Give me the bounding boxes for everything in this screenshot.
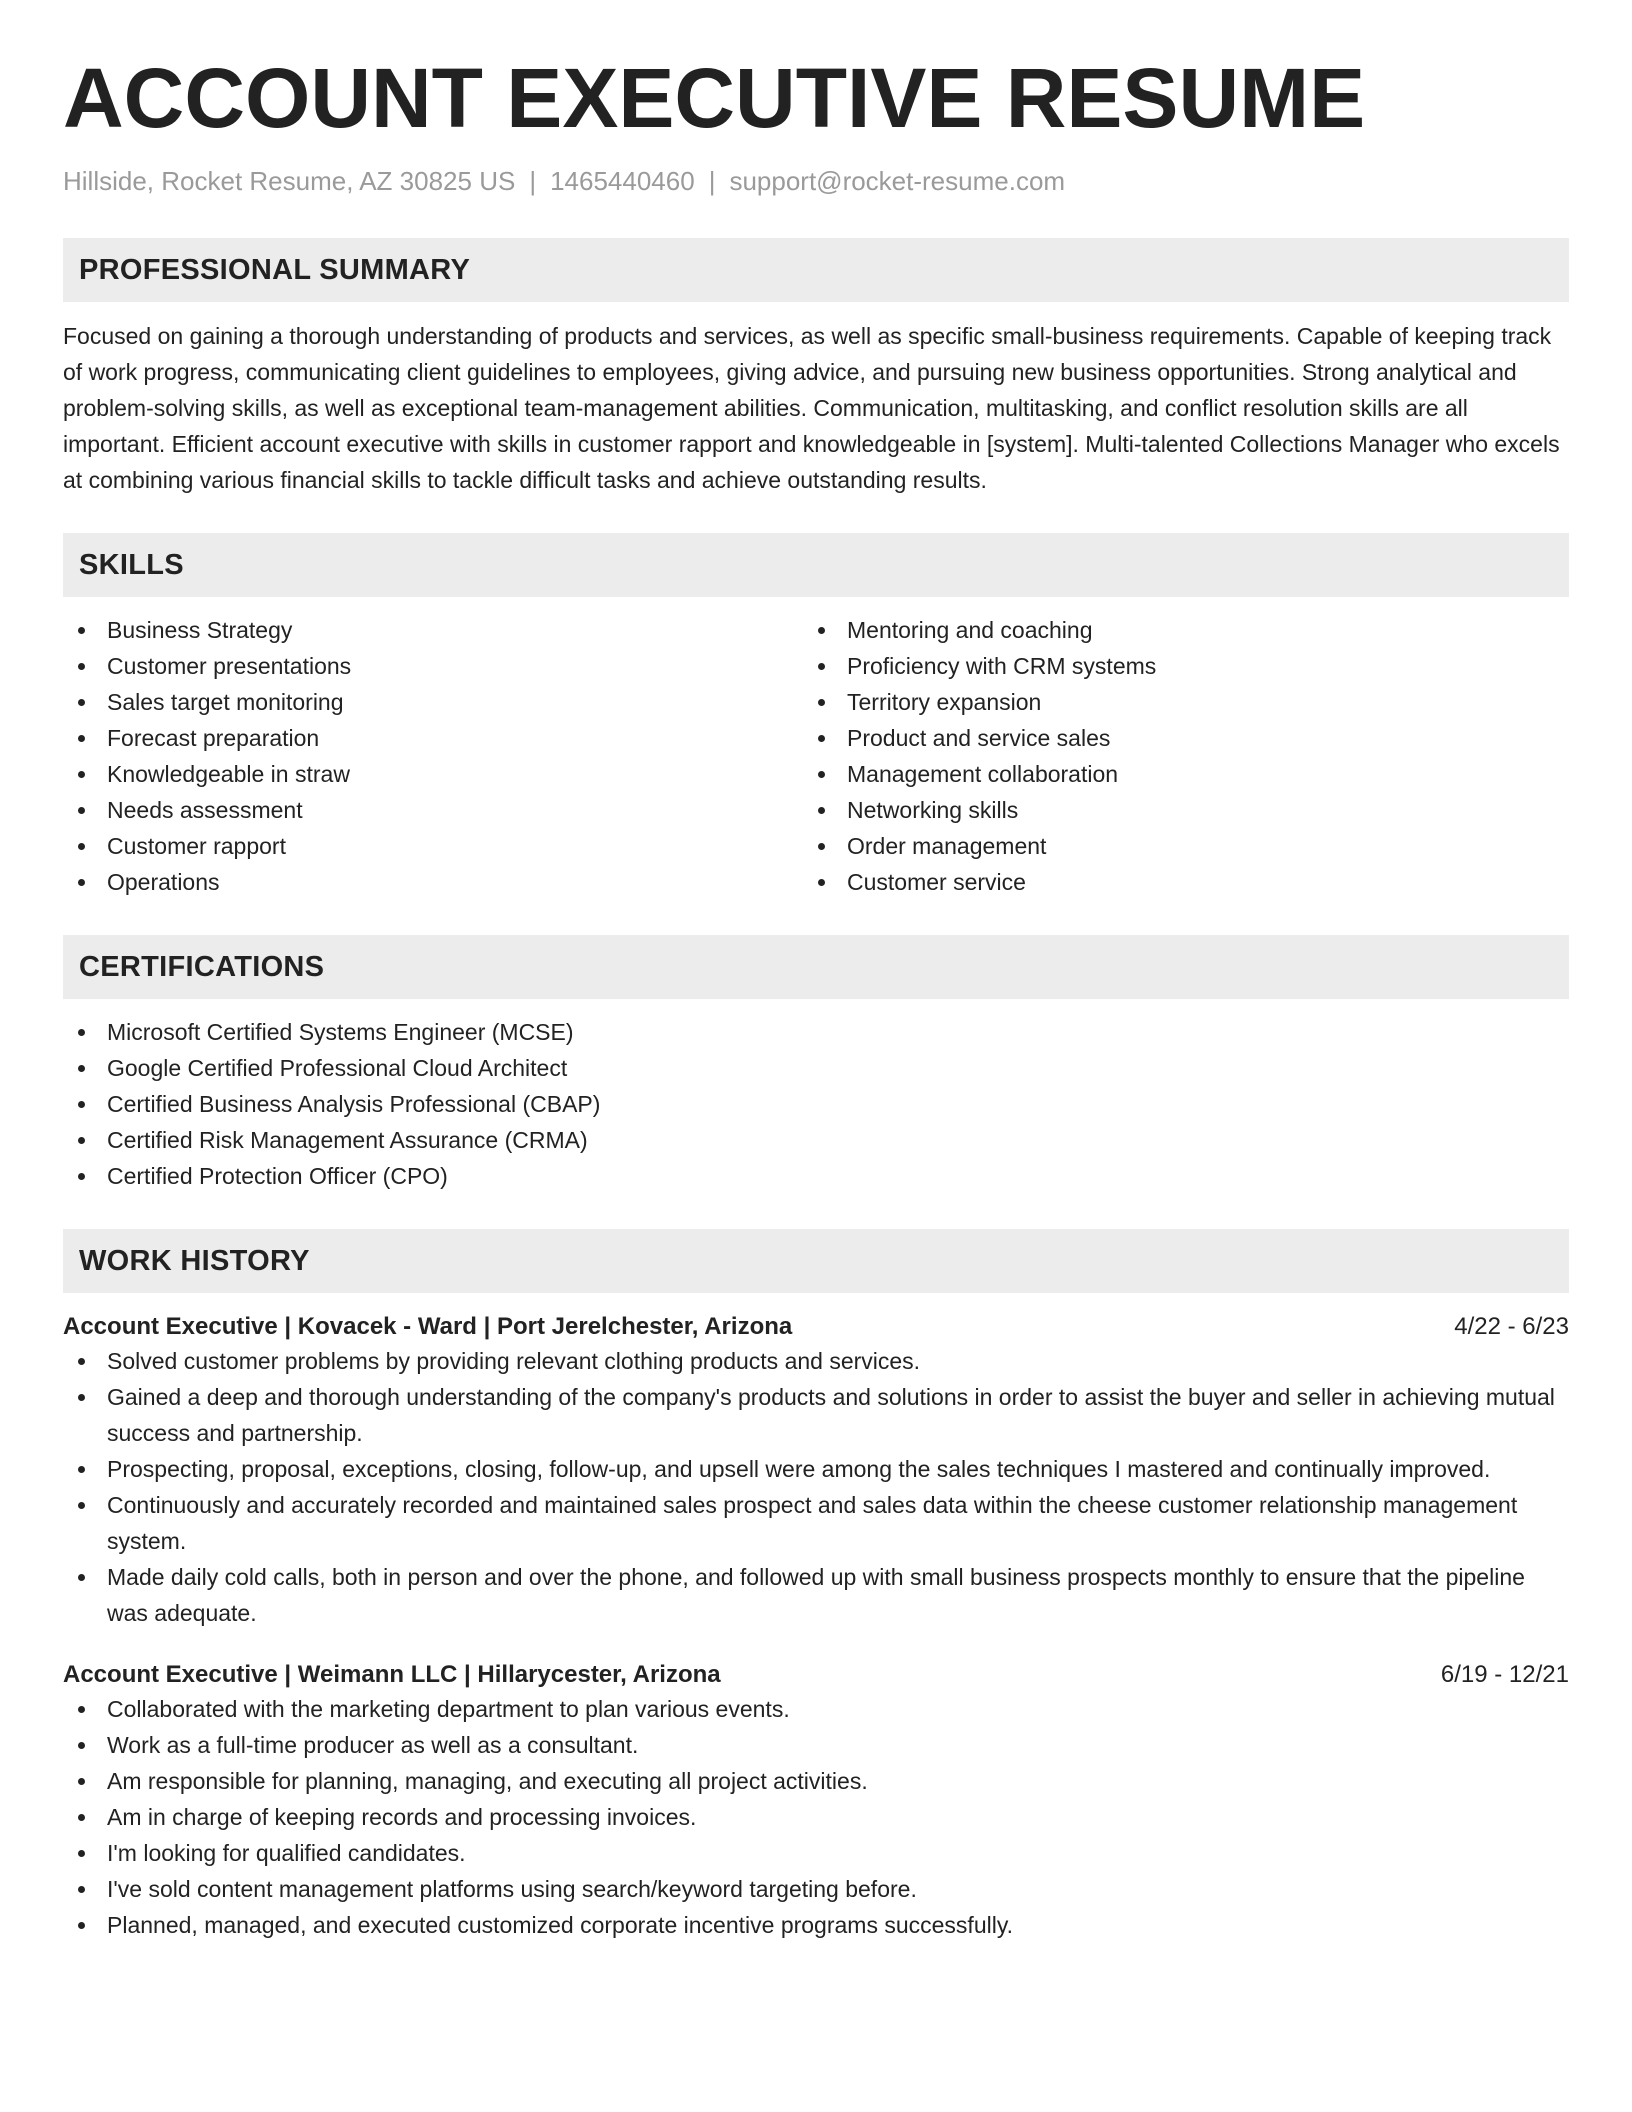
list-item: Customer presentations [63, 648, 803, 684]
job-title: Account Executive | Weimann LLC | Hillarycester, Arizona [63, 1661, 721, 1689]
list-item: Prospecting, proposal, exceptions, closing, follow-up, and upsell were among the sales techniques I mastered and continually improved. [63, 1451, 1569, 1487]
list-item: Management collaboration [803, 756, 1543, 792]
contact-separator: | [708, 166, 716, 196]
section-header-skills: SKILLS [63, 533, 1569, 597]
contact-line [63, 166, 1569, 197]
list-item: Microsoft Certified Systems Engineer (MCSE) [63, 1014, 1569, 1050]
list-item: Am responsible for planning, managing, and executing all project activities. [63, 1763, 1569, 1799]
list-item: Customer service [803, 864, 1543, 900]
contact-address: Hillside, Rocket Resume, AZ 30825 US [63, 166, 516, 196]
job-title: Account Executive | Kovacek - Ward | Port Jerelchester, Arizona [63, 1313, 793, 1341]
job-dates: 4/22 - 6/23 [1454, 1313, 1569, 1341]
certifications-list [63, 1014, 1569, 1194]
list-item: Customer rapport [63, 828, 803, 864]
job-bullets [63, 1691, 1569, 1943]
job-bullets [63, 1343, 1569, 1631]
list-item: Made daily cold calls, both in person and over the phone, and followed up with small business prospects monthly to ensure that the pipeline was adequate. [63, 1559, 1569, 1631]
contact-separator: | [529, 166, 537, 196]
section-header-work-history: WORK HISTORY [63, 1229, 1569, 1293]
list-item: Continuously and accurately recorded and maintained sales prospect and sales data within the cheese customer relationship management system. [63, 1487, 1569, 1559]
list-item: Needs assessment [63, 792, 803, 828]
job-title-row [63, 1659, 1569, 1691]
skills-list [63, 612, 1569, 900]
list-item: Certified Business Analysis Professional (CBAP) [63, 1086, 1569, 1122]
section-header-certifications: CERTIFICATIONS [63, 935, 1569, 999]
list-item: Gained a deep and thorough understanding of the company's products and solutions in order to assist the buyer and seller in achieving mutual success and partnership. [63, 1379, 1569, 1451]
job-dates: 6/19 - 12/21 [1440, 1661, 1569, 1689]
contact-email: support@rocket-resume.com [729, 166, 1066, 196]
list-item: Knowledgeable in straw [63, 756, 803, 792]
job-title-row [63, 1311, 1569, 1343]
skills-column-right [803, 612, 1543, 900]
list-item: Order management [803, 828, 1543, 864]
list-item: Sales target monitoring [63, 684, 803, 720]
skills-column-left [63, 612, 803, 900]
list-item: Proficiency with CRM systems [803, 648, 1543, 684]
list-item: Solved customer problems by providing relevant clothing products and services. [63, 1343, 1569, 1379]
list-item: Google Certified Professional Cloud Architect [63, 1050, 1569, 1086]
list-item: Mentoring and coaching [803, 612, 1543, 648]
resume-title: ACCOUNT EXECUTIVE RESUME [63, 51, 1366, 145]
list-item: Forecast preparation [63, 720, 803, 756]
section-header-summary: PROFESSIONAL SUMMARY [63, 238, 1569, 302]
list-item: Networking skills [803, 792, 1543, 828]
job-entry [63, 1659, 1569, 1943]
list-item: Am in charge of keeping records and processing invoices. [63, 1799, 1569, 1835]
contact-phone: 1465440460 [550, 166, 695, 196]
list-item: Certified Risk Management Assurance (CRMA) [63, 1122, 1569, 1158]
list-item: Product and service sales [803, 720, 1543, 756]
list-item: Certified Protection Officer (CPO) [63, 1158, 1569, 1194]
list-item: Collaborated with the marketing department to plan various events. [63, 1691, 1569, 1727]
list-item: Business Strategy [63, 612, 803, 648]
list-item: Planned, managed, and executed customized corporate incentive programs successfully. [63, 1907, 1569, 1943]
job-entry [63, 1311, 1569, 1631]
list-item: Territory expansion [803, 684, 1543, 720]
summary-text: Focused on gaining a thorough understanding of products and services, as well as specific small-business requirements. Capable of keeping track of work progress, communicating client guidelines to employees, giving advice, and pursuing new business opportunities. Strong analytical and problem-solving skills, as well as exceptional team-management abilities. Communication, multitasking, and conflict resolution skills are all important. Efficient account executive with skills in customer rapport and knowledgeable in [system]. Multi-talented Collections Manager who excels at combining various financial skills to tackle difficult tasks and achieve outstanding results. [63, 323, 1560, 494]
list-item: Work as a full-time producer as well as a consultant. [63, 1727, 1569, 1763]
list-item: I've sold content management platforms using search/keyword targeting before. [63, 1871, 1569, 1907]
list-item: I'm looking for qualified candidates. [63, 1835, 1569, 1871]
list-item: Operations [63, 864, 803, 900]
